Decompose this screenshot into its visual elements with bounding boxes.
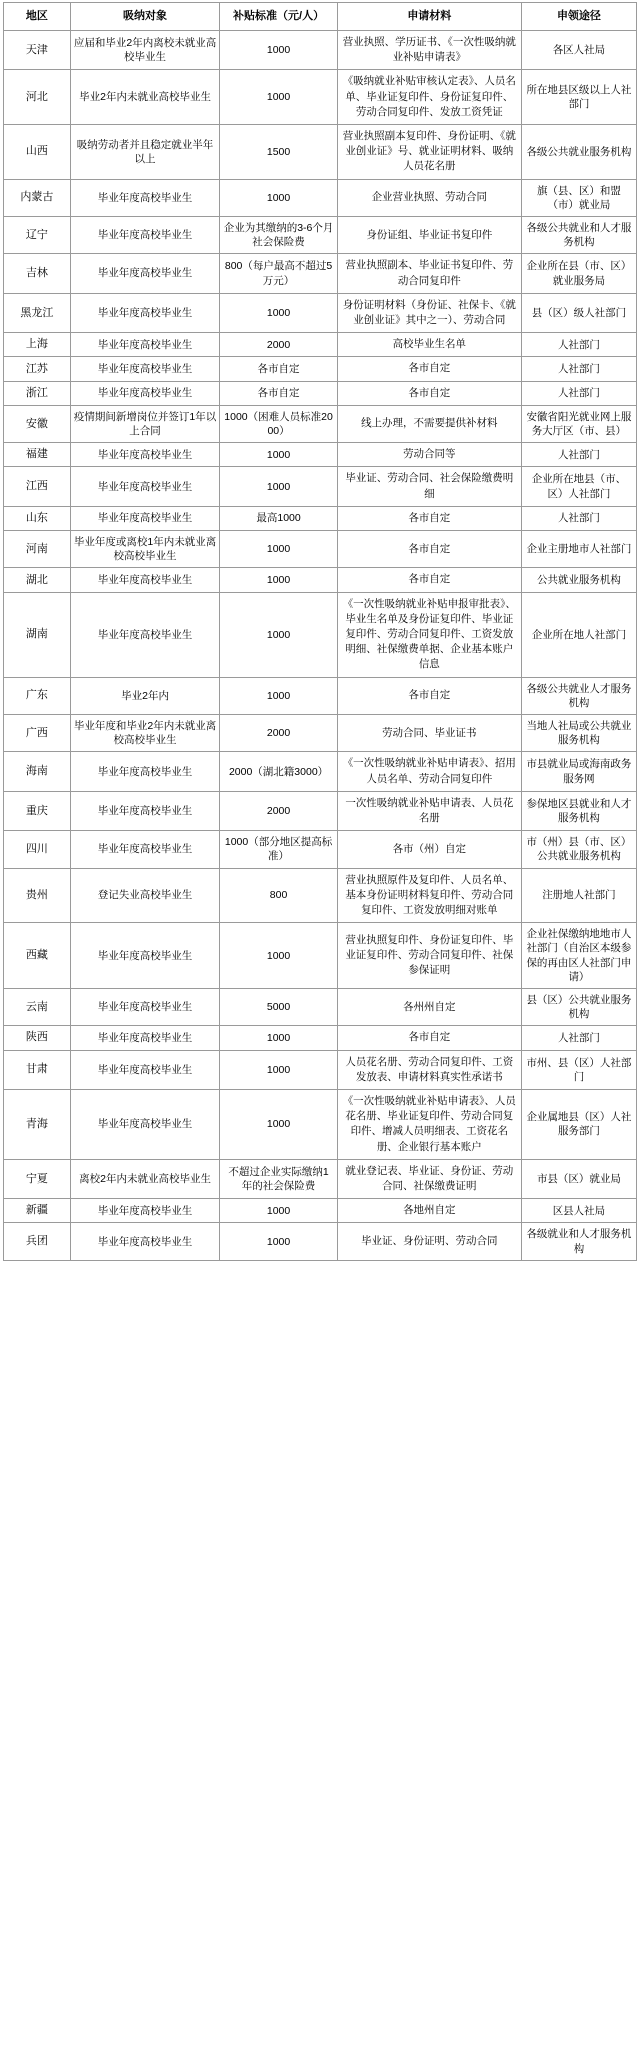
cell-standard: 800（每户最高不超过5万元） (220, 254, 337, 293)
cell-target: 毕业年度高校毕业生 (70, 1050, 220, 1089)
cell-standard: 不超过企业实际缴纳1年的社会保险费 (220, 1159, 337, 1198)
table-row (4, 124, 637, 179)
cell-target: 毕业2年内未就业高校毕业生 (70, 70, 220, 125)
cell-region: 青海 (4, 1089, 71, 1159)
cell-target: 毕业年度高校毕业生 (70, 923, 220, 989)
cell-materials: 毕业证、身份证明、劳动合同 (337, 1223, 521, 1260)
table-row (4, 506, 637, 530)
cell-target: 毕业年度高校毕业生 (70, 1199, 220, 1223)
cell-channel: 企业主册地市人社部门 (521, 531, 636, 568)
cell-materials: 劳动合同、毕业证书 (337, 715, 521, 752)
table-row (4, 357, 637, 381)
table-row (4, 405, 637, 442)
cell-channel: 市县就业局或海南政务服务网 (521, 752, 636, 791)
cell-region: 黑龙江 (4, 293, 71, 332)
cell-standard: 1000 (220, 443, 337, 467)
cell-standard: 1500 (220, 124, 337, 179)
cell-materials: 各市自定 (337, 568, 521, 592)
cell-materials: 《一次性吸纳就业补贴申请表》、人员花名册、毕业证复印件、劳动合同复印件、增减人员明细表、工资花名册、企业银行基本账户 (337, 1089, 521, 1159)
column-header-region: 地区 (4, 3, 71, 31)
cell-channel: 人社部门 (521, 1026, 636, 1050)
cell-region: 河北 (4, 70, 71, 125)
cell-standard: 1000 (220, 1223, 337, 1260)
cell-standard: 1000 (220, 568, 337, 592)
cell-materials: 线上办理，不需要提供补材料 (337, 405, 521, 442)
cell-materials: 各市自定 (337, 677, 521, 714)
cell-target: 毕业年度高校毕业生 (70, 568, 220, 592)
cell-target: 毕业年度或离校1年内未就业离校高校毕业生 (70, 531, 220, 568)
cell-standard: 1000 (220, 923, 337, 989)
table-row (4, 467, 637, 506)
cell-materials: 各市自定 (337, 531, 521, 568)
cell-standard: 1000 (220, 179, 337, 216)
cell-materials: 劳动合同等 (337, 443, 521, 467)
cell-materials: 各市自定 (337, 1026, 521, 1050)
cell-materials: 就业登记表、毕业证、身份证、劳动合同、社保缴费证明 (337, 1159, 521, 1198)
table-row (4, 988, 637, 1025)
table-row (4, 531, 637, 568)
cell-region: 贵州 (4, 868, 71, 923)
cell-materials: 营业执照副本、毕业证书复印件、劳动合同复印件 (337, 254, 521, 293)
cell-standard: 1000 (220, 293, 337, 332)
cell-channel: 注册地人社部门 (521, 868, 636, 923)
cell-standard: 1000（困难人员标准2000） (220, 405, 337, 442)
cell-target: 毕业年度高校毕业生 (70, 506, 220, 530)
cell-channel: 企业所在县（市、区）就业服务局 (521, 254, 636, 293)
table-row (4, 1223, 637, 1260)
cell-channel: 人社部门 (521, 357, 636, 381)
table-row (4, 831, 637, 868)
cell-channel: 县（区）公共就业服务机构 (521, 988, 636, 1025)
cell-materials: 营业执照复印件、身份证复印件、毕业证复印件、劳动合同复印件、社保参保证明 (337, 923, 521, 989)
table-row (4, 293, 637, 332)
cell-region: 广西 (4, 715, 71, 752)
cell-region: 天津 (4, 30, 71, 69)
table-row (4, 592, 637, 677)
cell-standard: 800 (220, 868, 337, 923)
cell-region: 甘肃 (4, 1050, 71, 1089)
cell-target: 毕业年度高校毕业生 (70, 1089, 220, 1159)
table-row (4, 791, 637, 830)
cell-target: 毕业年度高校毕业生 (70, 1026, 220, 1050)
cell-standard: 企业为其缴纳的3-6个月社会保险费 (220, 216, 337, 253)
cell-channel: 公共就业服务机构 (521, 568, 636, 592)
cell-standard: 1000 (220, 70, 337, 125)
table-header (4, 3, 637, 31)
cell-region: 山西 (4, 124, 71, 179)
cell-region: 河南 (4, 531, 71, 568)
table-row (4, 1050, 637, 1089)
cell-channel: 各级公共就业人才服务机构 (521, 677, 636, 714)
cell-target: 毕业年度高校毕业生 (70, 381, 220, 405)
cell-target: 毕业年度高校毕业生 (70, 333, 220, 357)
cell-channel: 人社部门 (521, 506, 636, 530)
cell-standard: 1000 (220, 1089, 337, 1159)
cell-standard: 1000（部分地区提高标准） (220, 831, 337, 868)
table-body (4, 30, 637, 1260)
table-row (4, 179, 637, 216)
cell-standard: 1000 (220, 677, 337, 714)
cell-target: 毕业年度高校毕业生 (70, 293, 220, 332)
cell-standard: 2000 (220, 791, 337, 830)
cell-materials: 人员花名册、劳动合同复印件、工资发放表、申请材料真实性承诺书 (337, 1050, 521, 1089)
cell-region: 云南 (4, 988, 71, 1025)
cell-target: 毕业年度和毕业2年内未就业离校高校毕业生 (70, 715, 220, 752)
table-row (4, 677, 637, 714)
cell-channel: 各级公共就业服务机构 (521, 124, 636, 179)
cell-channel: 安徽省阳光就业网上服务大厅区（市、县） (521, 405, 636, 442)
cell-standard: 1000 (220, 531, 337, 568)
cell-target: 毕业年度高校毕业生 (70, 254, 220, 293)
cell-target: 毕业年度高校毕业生 (70, 831, 220, 868)
cell-materials: 各市自定 (337, 506, 521, 530)
cell-target: 疫情期间新增岗位并签订1年以上合同 (70, 405, 220, 442)
cell-region: 新疆 (4, 1199, 71, 1223)
cell-channel: 各级公共就业和人才服务机构 (521, 216, 636, 253)
cell-standard: 1000 (220, 30, 337, 69)
cell-standard: 1000 (220, 1199, 337, 1223)
cell-channel: 县（区）级人社部门 (521, 293, 636, 332)
cell-standard: 1000 (220, 592, 337, 677)
cell-region: 浙江 (4, 381, 71, 405)
table-row (4, 1026, 637, 1050)
cell-region: 辽宁 (4, 216, 71, 253)
cell-channel: 人社部门 (521, 443, 636, 467)
cell-channel: 企业所在地县（市、区）人社部门 (521, 467, 636, 506)
cell-target: 登记失业高校毕业生 (70, 868, 220, 923)
cell-materials: 各市自定 (337, 357, 521, 381)
table-row (4, 923, 637, 989)
cell-materials: 各地州自定 (337, 1199, 521, 1223)
cell-channel: 各级就业和人才服务机构 (521, 1223, 636, 1260)
table-row (4, 216, 637, 253)
cell-standard: 2000 (220, 715, 337, 752)
cell-target: 毕业年度高校毕业生 (70, 216, 220, 253)
cell-target: 毕业年度高校毕业生 (70, 791, 220, 830)
table-row (4, 70, 637, 125)
cell-channel: 当地人社局或公共就业服务机构 (521, 715, 636, 752)
cell-materials: 高校毕业生名单 (337, 333, 521, 357)
cell-target: 吸纳劳动者并且稳定就业半年以上 (70, 124, 220, 179)
cell-channel: 企业社保缴纳地地市人社部门（自治区本级参保的再由区人社部门申请） (521, 923, 636, 989)
cell-region: 海南 (4, 752, 71, 791)
cell-channel: 参保地区县就业和人才服务机构 (521, 791, 636, 830)
cell-target: 毕业年度高校毕业生 (70, 988, 220, 1025)
cell-standard: 1000 (220, 1050, 337, 1089)
subsidy-table (3, 2, 637, 1261)
cell-materials: 营业执照原件及复印件、人员名单、基本身份证明材料复印件、劳动合同复印件、工资发放明细对账单 (337, 868, 521, 923)
cell-materials: 营业执照副本复印件、身份证明、《就业创业证》号、就业证明材料、吸纳人员花名册 (337, 124, 521, 179)
table-header-row (4, 3, 637, 31)
cell-channel: 所在地县区级以上人社部门 (521, 70, 636, 125)
cell-region: 陕西 (4, 1026, 71, 1050)
table-row (4, 1089, 637, 1159)
cell-channel: 市（州）县（市、区）公共就业服务机构 (521, 831, 636, 868)
column-header-target: 吸纳对象 (70, 3, 220, 31)
cell-target: 毕业2年内 (70, 677, 220, 714)
table-row (4, 1159, 637, 1198)
cell-channel: 市州、县（区）人社部门 (521, 1050, 636, 1089)
cell-materials: 企业营业执照、劳动合同 (337, 179, 521, 216)
cell-materials: 《一次性吸纳就业补贴申请表》、招用人员名单、劳动合同复印件 (337, 752, 521, 791)
cell-region: 重庆 (4, 791, 71, 830)
cell-standard: 5000 (220, 988, 337, 1025)
cell-materials: 各市（州）自定 (337, 831, 521, 868)
cell-standard: 1000 (220, 467, 337, 506)
column-header-channel: 申领途径 (521, 3, 636, 31)
cell-target: 毕业年度高校毕业生 (70, 592, 220, 677)
cell-region: 兵团 (4, 1223, 71, 1260)
cell-channel: 人社部门 (521, 381, 636, 405)
cell-region: 山东 (4, 506, 71, 530)
cell-materials: 营业执照、学历证书、《一次性吸纳就业补贴申请表》 (337, 30, 521, 69)
cell-materials: 各市自定 (337, 381, 521, 405)
column-header-materials: 申请材料 (337, 3, 521, 31)
table-row (4, 752, 637, 791)
cell-target: 毕业年度高校毕业生 (70, 1223, 220, 1260)
table-row (4, 443, 637, 467)
cell-materials: 《一次性吸纳就业补贴申报审批表》、毕业生名单及身份证复印件、毕业证复印件、劳动合同复印件、工资发放明细、社保缴费单据、企业基本账户信息 (337, 592, 521, 677)
cell-region: 上海 (4, 333, 71, 357)
cell-region: 江西 (4, 467, 71, 506)
cell-target: 毕业年度高校毕业生 (70, 752, 220, 791)
cell-region: 江苏 (4, 357, 71, 381)
table-row (4, 1199, 637, 1223)
cell-materials: 一次性吸纳就业补贴申请表、人员花名册 (337, 791, 521, 830)
cell-materials: 身份证明材料（身份证、社保卡、《就业创业证》其中之一）、劳动合同 (337, 293, 521, 332)
cell-channel: 区县人社局 (521, 1199, 636, 1223)
cell-channel: 企业属地县（区）人社服务部门 (521, 1089, 636, 1159)
cell-region: 湖北 (4, 568, 71, 592)
cell-materials: 各州州自定 (337, 988, 521, 1025)
cell-target: 毕业年度高校毕业生 (70, 467, 220, 506)
column-header-standard: 补贴标准（元/人） (220, 3, 337, 31)
cell-standard: 最高1000 (220, 506, 337, 530)
table-row (4, 715, 637, 752)
cell-target: 毕业年度高校毕业生 (70, 357, 220, 381)
table-row (4, 254, 637, 293)
cell-standard: 各市自定 (220, 357, 337, 381)
cell-standard: 2000 (220, 333, 337, 357)
cell-standard: 各市自定 (220, 381, 337, 405)
cell-region: 宁夏 (4, 1159, 71, 1198)
cell-target: 离校2年内未就业高校毕业生 (70, 1159, 220, 1198)
cell-region: 安徽 (4, 405, 71, 442)
cell-channel: 市县（区）就业局 (521, 1159, 636, 1198)
table-row (4, 333, 637, 357)
cell-standard: 1000 (220, 1026, 337, 1050)
cell-channel: 旗（县、区）和盟（市）就业局 (521, 179, 636, 216)
table-row (4, 381, 637, 405)
cell-region: 吉林 (4, 254, 71, 293)
table-row (4, 30, 637, 69)
cell-target: 毕业年度高校毕业生 (70, 443, 220, 467)
cell-region: 广东 (4, 677, 71, 714)
cell-channel: 各区人社局 (521, 30, 636, 69)
cell-region: 福建 (4, 443, 71, 467)
table-row (4, 868, 637, 923)
cell-channel: 人社部门 (521, 333, 636, 357)
cell-region: 湖南 (4, 592, 71, 677)
cell-region: 西藏 (4, 923, 71, 989)
cell-standard: 2000（湖北籍3000） (220, 752, 337, 791)
cell-materials: 《吸纳就业补贴审核认定表》、人员名单、毕业证复印件、身份证复印件、劳动合同复印件、发放工资凭证 (337, 70, 521, 125)
cell-target: 应届和毕业2年内离校未就业高校毕业生 (70, 30, 220, 69)
cell-target: 毕业年度高校毕业生 (70, 179, 220, 216)
cell-region: 四川 (4, 831, 71, 868)
cell-materials: 毕业证、劳动合同、社会保险缴费明细 (337, 467, 521, 506)
table-row (4, 568, 637, 592)
cell-region: 内蒙古 (4, 179, 71, 216)
cell-materials: 身份证组、毕业证书复印件 (337, 216, 521, 253)
cell-channel: 企业所在地人社部门 (521, 592, 636, 677)
